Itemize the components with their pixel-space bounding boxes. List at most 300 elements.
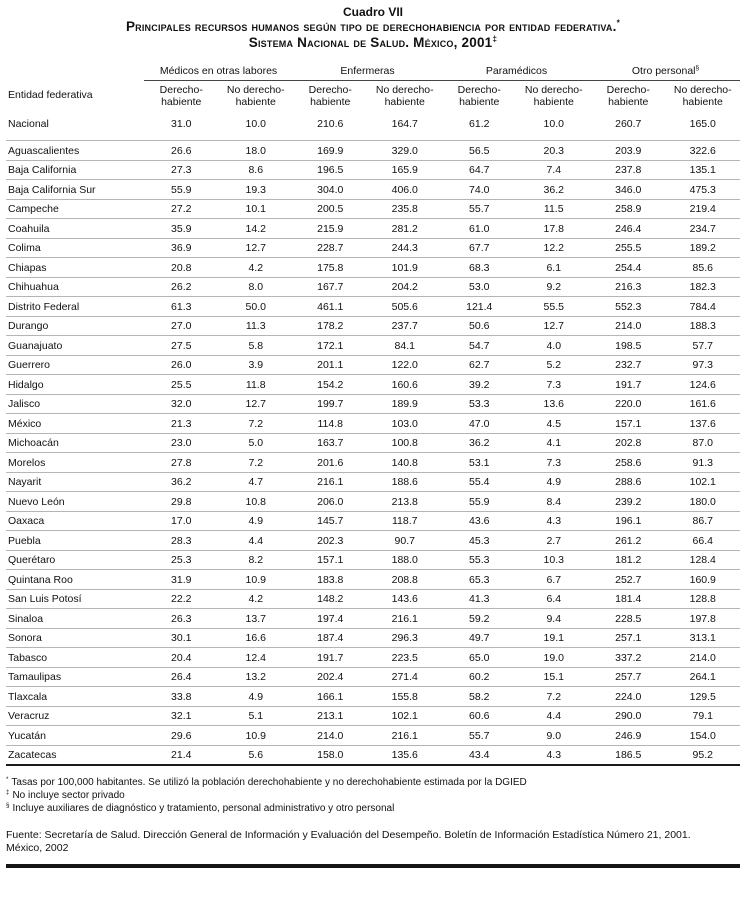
cell-value: 103.0 bbox=[368, 414, 443, 434]
row-label: Chiapas bbox=[6, 258, 144, 278]
cell-value: 329.0 bbox=[368, 141, 443, 161]
cell-value: 26.6 bbox=[144, 141, 219, 161]
cell-value: 10.0 bbox=[517, 109, 592, 141]
cell-value: 20.3 bbox=[517, 141, 592, 161]
cell-value: 31.0 bbox=[144, 109, 219, 141]
cell-value: 4.3 bbox=[517, 745, 592, 765]
group-header-otro-personal bbox=[591, 65, 740, 81]
cell-value: 67.7 bbox=[442, 238, 517, 258]
cell-value: 4.7 bbox=[219, 472, 294, 492]
row-label: Veracruz bbox=[6, 706, 144, 726]
row-label: Baja California bbox=[6, 160, 144, 180]
table-row bbox=[6, 433, 740, 453]
group-header-paramedicos bbox=[442, 65, 591, 81]
cell-value: 145.7 bbox=[293, 511, 368, 531]
table-row bbox=[6, 160, 740, 180]
cell-value: 7.3 bbox=[517, 375, 592, 395]
table-row bbox=[6, 609, 740, 629]
cell-value: 10.1 bbox=[219, 199, 294, 219]
table-body bbox=[6, 109, 740, 765]
table-row bbox=[6, 219, 740, 239]
table-row bbox=[6, 667, 740, 687]
cell-value: 180.0 bbox=[666, 492, 741, 512]
cell-value: 7.2 bbox=[517, 687, 592, 707]
cell-value: 135.6 bbox=[368, 745, 443, 765]
cell-value: 4.1 bbox=[517, 433, 592, 453]
subcol-line: habiente bbox=[161, 96, 202, 108]
bottom-rule bbox=[6, 864, 740, 868]
title-footnote-marker-asterisk: * bbox=[616, 17, 621, 28]
cell-value: 201.6 bbox=[293, 453, 368, 473]
cell-value: 129.5 bbox=[666, 687, 741, 707]
footnote-otro-personal bbox=[6, 802, 740, 815]
cell-value: 191.7 bbox=[293, 648, 368, 668]
cell-value: 260.7 bbox=[591, 109, 666, 141]
cell-value: 39.2 bbox=[442, 375, 517, 395]
row-label: Quintana Roo bbox=[6, 570, 144, 590]
table-row bbox=[6, 238, 740, 258]
row-label: Oaxaca bbox=[6, 511, 144, 531]
cell-value: 199.7 bbox=[293, 394, 368, 414]
cell-value: 169.9 bbox=[293, 141, 368, 161]
cell-value: 202.4 bbox=[293, 667, 368, 687]
cell-value: 53.1 bbox=[442, 453, 517, 473]
cell-value: 55.5 bbox=[517, 297, 592, 317]
footnotes-block bbox=[6, 776, 740, 815]
cell-value: 20.4 bbox=[144, 648, 219, 668]
footnote-symbol: § bbox=[6, 801, 10, 809]
cell-value: 182.3 bbox=[666, 277, 741, 297]
subcol-line: habiente bbox=[459, 96, 500, 108]
cell-value: 50.0 bbox=[219, 297, 294, 317]
cell-value: 32.1 bbox=[144, 706, 219, 726]
row-label: Durango bbox=[6, 316, 144, 336]
cell-value: 65.3 bbox=[442, 570, 517, 590]
cell-value: 59.2 bbox=[442, 609, 517, 629]
cell-value: 201.1 bbox=[293, 355, 368, 375]
row-label: Hidalgo bbox=[6, 375, 144, 395]
cell-value: 196.1 bbox=[591, 511, 666, 531]
cell-value: 228.7 bbox=[293, 238, 368, 258]
cell-value: 8.2 bbox=[219, 550, 294, 570]
row-label: Tabasco bbox=[6, 648, 144, 668]
cell-value: 61.2 bbox=[442, 109, 517, 141]
cell-value: 55.7 bbox=[442, 726, 517, 746]
cell-value: 154.2 bbox=[293, 375, 368, 395]
cell-value: 60.2 bbox=[442, 667, 517, 687]
cell-value: 65.0 bbox=[442, 648, 517, 668]
cell-value: 189.9 bbox=[368, 394, 443, 414]
cell-value: 27.2 bbox=[144, 199, 219, 219]
cell-value: 87.0 bbox=[666, 433, 741, 453]
cell-value: 160.6 bbox=[368, 375, 443, 395]
title-footnote-marker-doubledagger: ‡ bbox=[492, 33, 498, 44]
cell-value: 43.4 bbox=[442, 745, 517, 765]
cell-value: 7.2 bbox=[219, 453, 294, 473]
table-subtitle-text: Sistema Nacional de Salud. México, 2001 bbox=[248, 35, 493, 50]
cell-value: 216.1 bbox=[368, 726, 443, 746]
cell-value: 58.2 bbox=[442, 687, 517, 707]
row-label: Yucatán bbox=[6, 726, 144, 746]
cell-value: 9.2 bbox=[517, 277, 592, 297]
cell-value: 784.4 bbox=[666, 297, 741, 317]
row-label: Tlaxcala bbox=[6, 687, 144, 707]
subcol-derechohabiente bbox=[144, 81, 219, 110]
cell-value: 155.8 bbox=[368, 687, 443, 707]
cell-value: 23.0 bbox=[144, 433, 219, 453]
cell-value: 9.0 bbox=[517, 726, 592, 746]
cell-value: 29.6 bbox=[144, 726, 219, 746]
cell-value: 8.6 bbox=[219, 160, 294, 180]
cell-value: 86.7 bbox=[666, 511, 741, 531]
row-label: Campeche bbox=[6, 199, 144, 219]
group-header-enfermeras bbox=[293, 65, 442, 81]
cell-value: 186.5 bbox=[591, 745, 666, 765]
cell-value: 137.6 bbox=[666, 414, 741, 434]
cell-value: 102.1 bbox=[368, 706, 443, 726]
footnote-symbol: * bbox=[6, 775, 9, 783]
cell-value: 5.6 bbox=[219, 745, 294, 765]
cell-value: 91.3 bbox=[666, 453, 741, 473]
cell-value: 53.0 bbox=[442, 277, 517, 297]
subcol-line: Derecho- bbox=[308, 84, 352, 96]
cell-value: 85.6 bbox=[666, 258, 741, 278]
table-title-text: Principales recursos humanos según tipo de derechohabiencia por entidad federativa. bbox=[125, 19, 617, 34]
row-label: Zacatecas bbox=[6, 745, 144, 765]
table-row bbox=[6, 414, 740, 434]
subcol-line: habiente bbox=[533, 96, 574, 108]
cell-value: 165.9 bbox=[368, 160, 443, 180]
cell-value: 5.8 bbox=[219, 336, 294, 356]
cell-value: 9.4 bbox=[517, 609, 592, 629]
cell-value: 204.2 bbox=[368, 277, 443, 297]
subcol-line: habiente bbox=[310, 96, 351, 108]
group-label: Otro personal bbox=[631, 65, 696, 77]
footnote-symbol: ‡ bbox=[6, 788, 10, 796]
table-row bbox=[6, 648, 740, 668]
row-label: Baja California Sur bbox=[6, 180, 144, 200]
cell-value: 26.4 bbox=[144, 667, 219, 687]
cell-value: 210.6 bbox=[293, 109, 368, 141]
cell-value: 200.5 bbox=[293, 199, 368, 219]
row-label: San Luis Potosí bbox=[6, 589, 144, 609]
cell-value: 18.0 bbox=[219, 141, 294, 161]
subcol-line: No derecho- bbox=[226, 84, 285, 96]
cell-value: 198.5 bbox=[591, 336, 666, 356]
cell-value: 163.7 bbox=[293, 433, 368, 453]
table-row bbox=[6, 199, 740, 219]
cell-value: 14.2 bbox=[219, 219, 294, 239]
cell-value: 10.0 bbox=[219, 109, 294, 141]
row-label: Sonora bbox=[6, 628, 144, 648]
table-row bbox=[6, 472, 740, 492]
row-label: Guanajuato bbox=[6, 336, 144, 356]
cell-value: 4.0 bbox=[517, 336, 592, 356]
cell-value: 27.8 bbox=[144, 453, 219, 473]
cell-value: 4.9 bbox=[219, 687, 294, 707]
subcol-no-derechohabiente bbox=[666, 81, 741, 110]
cell-value: 235.8 bbox=[368, 199, 443, 219]
cell-value: 97.3 bbox=[666, 355, 741, 375]
cell-value: 214.0 bbox=[591, 316, 666, 336]
cell-value: 258.6 bbox=[591, 453, 666, 473]
source-citation: Fuente: Secretaría de Salud. Dirección General de Información y Evaluación del Desempeño. Boletín de Información Estadística Número 21, 2001. México, 2002 bbox=[6, 829, 691, 854]
group-label: Médicos en otras labores bbox=[159, 65, 278, 77]
cell-value: 406.0 bbox=[368, 180, 443, 200]
cell-value: 50.6 bbox=[442, 316, 517, 336]
cell-value: 13.6 bbox=[517, 394, 592, 414]
cell-value: 4.3 bbox=[517, 511, 592, 531]
table-row bbox=[6, 394, 740, 414]
cell-value: 157.1 bbox=[591, 414, 666, 434]
cell-value: 552.3 bbox=[591, 297, 666, 317]
cell-value: 197.4 bbox=[293, 609, 368, 629]
table-header bbox=[6, 65, 740, 109]
cell-value: 281.2 bbox=[368, 219, 443, 239]
cell-value: 164.7 bbox=[368, 109, 443, 141]
cell-value: 79.1 bbox=[666, 706, 741, 726]
cell-value: 27.3 bbox=[144, 160, 219, 180]
footnote-text: Tasas por 100,000 habitantes. Se utilizó la población derechohabiente y no derechohabiente estimada por la DGIED bbox=[11, 777, 527, 788]
subcol-line: habiente bbox=[608, 96, 649, 108]
cell-value: 30.1 bbox=[144, 628, 219, 648]
cell-value: 5.2 bbox=[517, 355, 592, 375]
cell-value: 64.7 bbox=[442, 160, 517, 180]
cell-value: 7.4 bbox=[517, 160, 592, 180]
cell-value: 154.0 bbox=[666, 726, 741, 746]
footnote-sector-privado bbox=[6, 789, 740, 802]
cell-value: 4.9 bbox=[517, 472, 592, 492]
cell-value: 12.7 bbox=[219, 238, 294, 258]
subcol-no-derechohabiente bbox=[368, 81, 443, 110]
row-label: Nayarit bbox=[6, 472, 144, 492]
cell-value: 505.6 bbox=[368, 297, 443, 317]
cell-value: 264.1 bbox=[666, 667, 741, 687]
cell-value: 128.4 bbox=[666, 550, 741, 570]
cell-value: 4.4 bbox=[517, 706, 592, 726]
cell-value: 16.6 bbox=[219, 628, 294, 648]
subcol-line: Derecho- bbox=[457, 84, 501, 96]
cell-value: 11.3 bbox=[219, 316, 294, 336]
cell-value: 183.8 bbox=[293, 570, 368, 590]
cell-value: 214.0 bbox=[666, 648, 741, 668]
cell-value: 296.3 bbox=[368, 628, 443, 648]
cell-value: 19.1 bbox=[517, 628, 592, 648]
cell-value: 246.9 bbox=[591, 726, 666, 746]
cell-value: 43.6 bbox=[442, 511, 517, 531]
cell-value: 181.4 bbox=[591, 589, 666, 609]
cell-value: 228.5 bbox=[591, 609, 666, 629]
cell-value: 26.3 bbox=[144, 609, 219, 629]
cell-value: 4.5 bbox=[517, 414, 592, 434]
table-row bbox=[6, 336, 740, 356]
cell-value: 36.2 bbox=[517, 180, 592, 200]
table-title-line2 bbox=[6, 35, 740, 51]
cell-value: 36.9 bbox=[144, 238, 219, 258]
cell-value: 25.3 bbox=[144, 550, 219, 570]
cell-value: 189.2 bbox=[666, 238, 741, 258]
table-number: Cuadro VII bbox=[342, 5, 403, 19]
cell-value: 181.2 bbox=[591, 550, 666, 570]
cell-value: 36.2 bbox=[144, 472, 219, 492]
cell-value: 161.6 bbox=[666, 394, 741, 414]
cell-value: 261.2 bbox=[591, 531, 666, 551]
cell-value: 246.4 bbox=[591, 219, 666, 239]
cell-value: 17.8 bbox=[517, 219, 592, 239]
table-row bbox=[6, 258, 740, 278]
cell-value: 257.7 bbox=[591, 667, 666, 687]
cell-value: 214.0 bbox=[293, 726, 368, 746]
cell-value: 61.0 bbox=[442, 219, 517, 239]
cell-value: 143.6 bbox=[368, 589, 443, 609]
table-row bbox=[6, 492, 740, 512]
cell-value: 140.8 bbox=[368, 453, 443, 473]
table-row bbox=[6, 316, 740, 336]
subcol-no-derechohabiente bbox=[219, 81, 294, 110]
cell-value: 41.3 bbox=[442, 589, 517, 609]
subcol-line: habiente bbox=[235, 96, 276, 108]
cell-value: 224.0 bbox=[591, 687, 666, 707]
cell-value: 6.7 bbox=[517, 570, 592, 590]
cell-value: 19.0 bbox=[517, 648, 592, 668]
statistics-table bbox=[6, 65, 740, 766]
cell-value: 157.1 bbox=[293, 550, 368, 570]
cell-value: 172.1 bbox=[293, 336, 368, 356]
row-label: Tamaulipas bbox=[6, 667, 144, 687]
table-row bbox=[6, 589, 740, 609]
table-row bbox=[6, 687, 740, 707]
cell-value: 55.7 bbox=[442, 199, 517, 219]
cell-value: 188.0 bbox=[368, 550, 443, 570]
table-row bbox=[6, 141, 740, 161]
row-label: México bbox=[6, 414, 144, 434]
cell-value: 22.2 bbox=[144, 589, 219, 609]
row-label: Chihuahua bbox=[6, 277, 144, 297]
table-row bbox=[6, 726, 740, 746]
cell-value: 12.7 bbox=[219, 394, 294, 414]
cell-value: 191.7 bbox=[591, 375, 666, 395]
cell-value: 271.4 bbox=[368, 667, 443, 687]
cell-value: 8.4 bbox=[517, 492, 592, 512]
cell-value: 12.2 bbox=[517, 238, 592, 258]
table-row bbox=[6, 511, 740, 531]
cell-value: 202.8 bbox=[591, 433, 666, 453]
cell-value: 216.3 bbox=[591, 277, 666, 297]
group-label: Paramédicos bbox=[485, 65, 548, 77]
cell-value: 4.2 bbox=[219, 258, 294, 278]
cell-value: 197.8 bbox=[666, 609, 741, 629]
cell-value: 10.9 bbox=[219, 570, 294, 590]
cell-value: 35.9 bbox=[144, 219, 219, 239]
cell-value: 15.1 bbox=[517, 667, 592, 687]
table-row bbox=[6, 706, 740, 726]
cell-value: 122.0 bbox=[368, 355, 443, 375]
cell-value: 219.4 bbox=[666, 199, 741, 219]
subcol-no-derechohabiente bbox=[517, 81, 592, 110]
group-header-row bbox=[6, 65, 740, 81]
cell-value: 95.2 bbox=[666, 745, 741, 765]
subcol-line: Derecho- bbox=[159, 84, 203, 96]
cell-value: 128.8 bbox=[666, 589, 741, 609]
row-label: Guerrero bbox=[6, 355, 144, 375]
table-row bbox=[6, 375, 740, 395]
table-row bbox=[6, 180, 740, 200]
cell-value: 66.4 bbox=[666, 531, 741, 551]
cell-value: 45.3 bbox=[442, 531, 517, 551]
cell-value: 26.2 bbox=[144, 277, 219, 297]
subcol-line: No derecho- bbox=[524, 84, 583, 96]
cell-value: 10.8 bbox=[219, 492, 294, 512]
cell-value: 160.9 bbox=[666, 570, 741, 590]
cell-value: 60.6 bbox=[442, 706, 517, 726]
cell-value: 55.3 bbox=[442, 550, 517, 570]
cell-value: 114.8 bbox=[293, 414, 368, 434]
table-row bbox=[6, 550, 740, 570]
cell-value: 2.7 bbox=[517, 531, 592, 551]
cell-value: 178.2 bbox=[293, 316, 368, 336]
row-label: Distrito Federal bbox=[6, 297, 144, 317]
row-label: Morelos bbox=[6, 453, 144, 473]
cell-value: 135.1 bbox=[666, 160, 741, 180]
cell-value: 288.6 bbox=[591, 472, 666, 492]
subcol-line: habiente bbox=[682, 96, 723, 108]
cell-value: 213.1 bbox=[293, 706, 368, 726]
cell-value: 56.5 bbox=[442, 141, 517, 161]
cell-value: 13.2 bbox=[219, 667, 294, 687]
cell-value: 202.3 bbox=[293, 531, 368, 551]
cell-value: 215.9 bbox=[293, 219, 368, 239]
row-label: Jalisco bbox=[6, 394, 144, 414]
row-label: Michoacán bbox=[6, 433, 144, 453]
cell-value: 54.7 bbox=[442, 336, 517, 356]
cell-value: 232.7 bbox=[591, 355, 666, 375]
cell-value: 55.9 bbox=[144, 180, 219, 200]
cell-value: 3.9 bbox=[219, 355, 294, 375]
cell-value: 26.0 bbox=[144, 355, 219, 375]
subcol-derechohabiente bbox=[442, 81, 517, 110]
cell-value: 188.6 bbox=[368, 472, 443, 492]
cell-value: 208.8 bbox=[368, 570, 443, 590]
row-label: Puebla bbox=[6, 531, 144, 551]
cell-value: 12.4 bbox=[219, 648, 294, 668]
row-label: Nacional bbox=[6, 109, 144, 141]
subcol-line: No derecho- bbox=[375, 84, 434, 96]
cell-value: 234.7 bbox=[666, 219, 741, 239]
cell-value: 216.1 bbox=[368, 609, 443, 629]
cell-value: 74.0 bbox=[442, 180, 517, 200]
cell-value: 475.3 bbox=[666, 180, 741, 200]
cell-value: 290.0 bbox=[591, 706, 666, 726]
cell-value: 237.8 bbox=[591, 160, 666, 180]
table-row bbox=[6, 453, 740, 473]
subcol-derechohabiente bbox=[591, 81, 666, 110]
row-label: Colima bbox=[6, 238, 144, 258]
cell-value: 167.7 bbox=[293, 277, 368, 297]
cell-value: 166.1 bbox=[293, 687, 368, 707]
cell-value: 254.4 bbox=[591, 258, 666, 278]
cell-value: 25.5 bbox=[144, 375, 219, 395]
cell-value: 187.4 bbox=[293, 628, 368, 648]
cell-value: 28.3 bbox=[144, 531, 219, 551]
table-row bbox=[6, 628, 740, 648]
cell-value: 12.7 bbox=[517, 316, 592, 336]
cell-value: 258.9 bbox=[591, 199, 666, 219]
cell-value: 322.6 bbox=[666, 141, 741, 161]
subcol-line: No derecho- bbox=[673, 84, 732, 96]
cell-value: 7.2 bbox=[219, 414, 294, 434]
title-block bbox=[6, 5, 740, 51]
cell-value: 223.5 bbox=[368, 648, 443, 668]
